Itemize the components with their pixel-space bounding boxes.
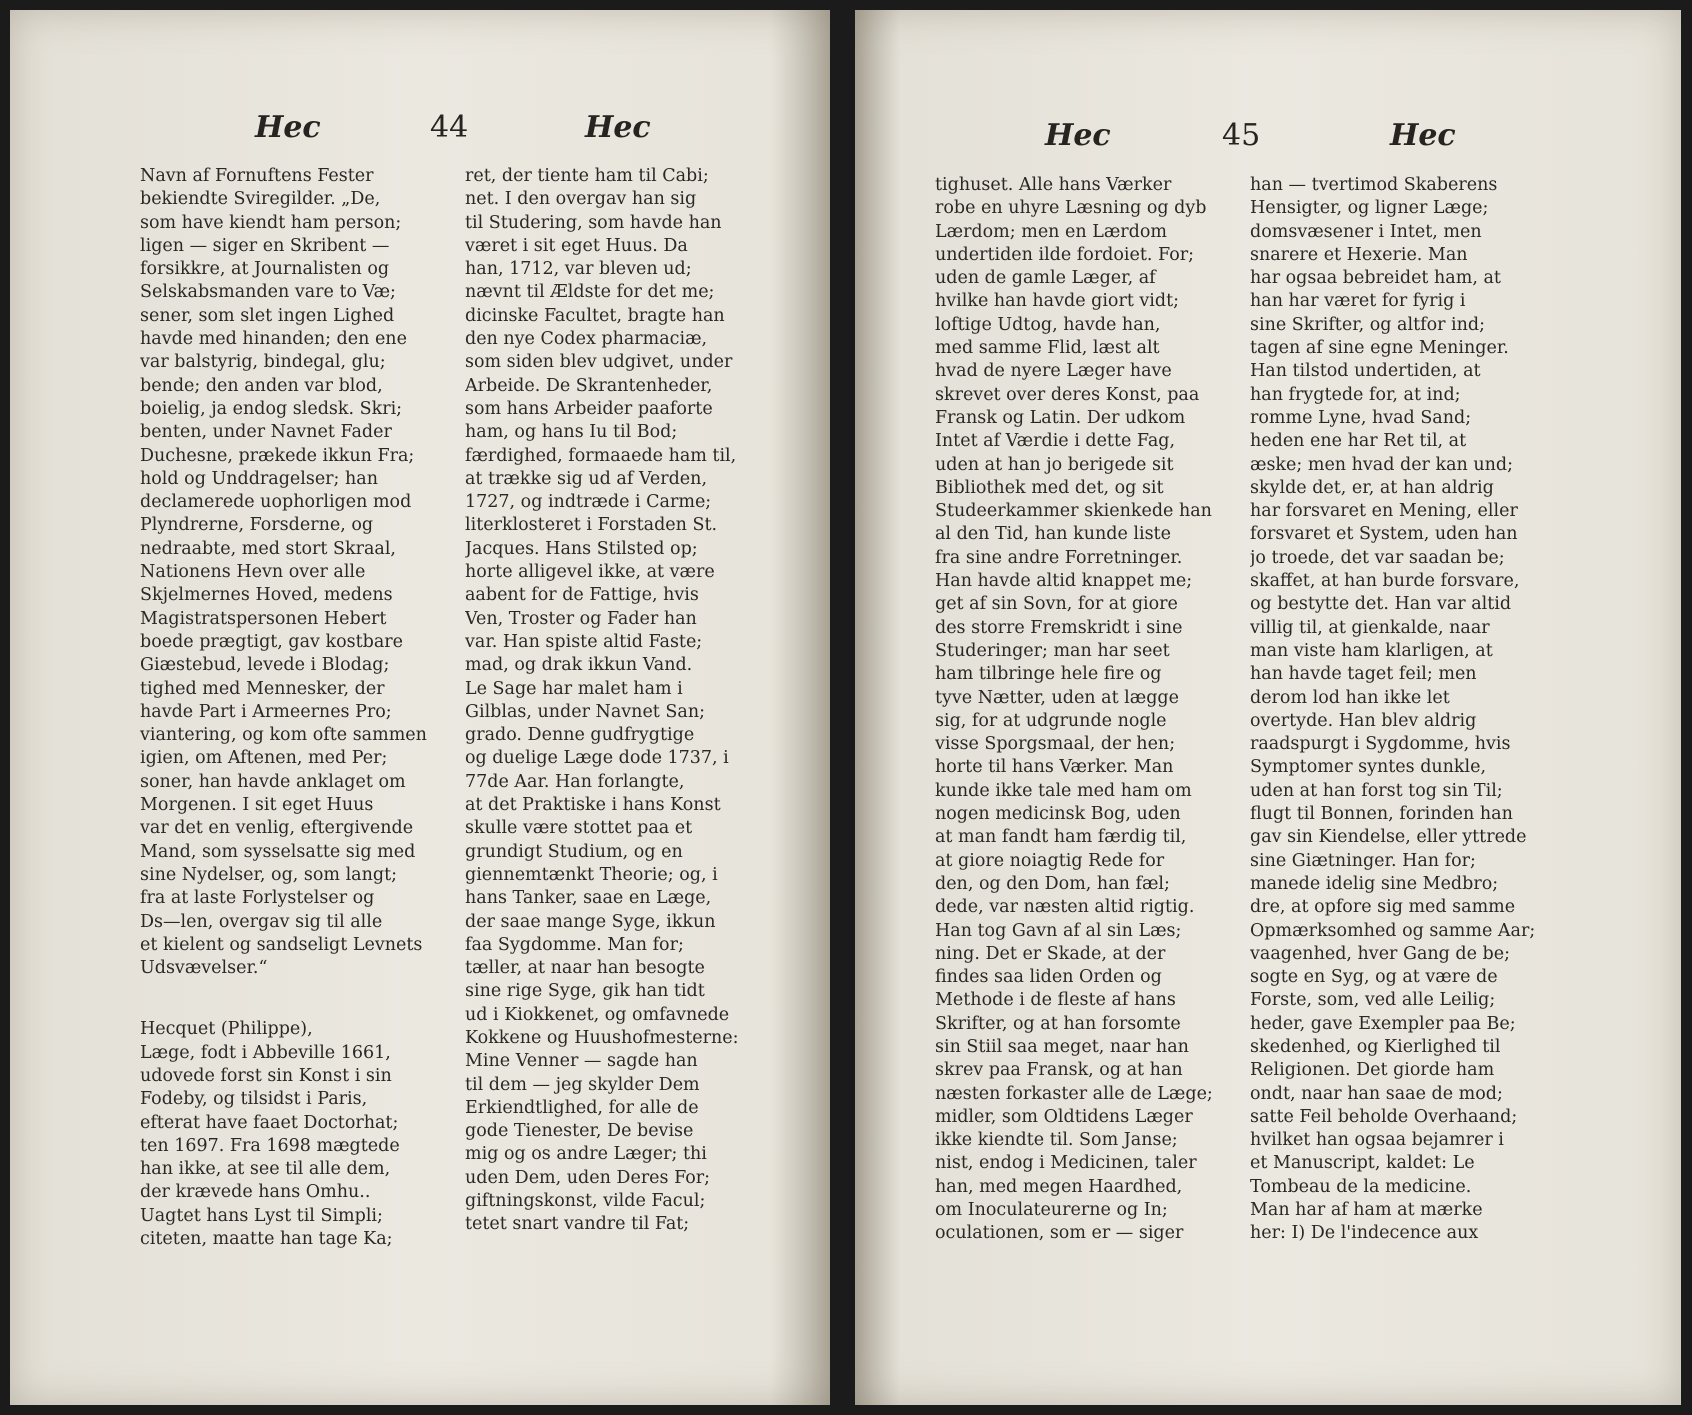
text-line: udovede forst sin Konst i sin [140,1065,392,1086]
text-line: fra sine andre Forretninger. [935,547,1183,568]
text-line: skrev paa Fransk, og at han [935,1060,1183,1081]
text-line: sener, som slet ingen Lighed [140,305,395,326]
text-line: et kielent og sandseligt Levnets [140,934,423,955]
left-header-word-right: Hec [585,110,651,145]
text-line: Forste, som, ved alle Leilig; [1250,990,1496,1011]
right-header-word-right: Hec [1390,118,1456,153]
text-line: Jacques. Hans Stilsted op; [465,538,698,559]
text-line: Duchesne, prækede ikkun Fra; [140,445,415,466]
text-line: sine Skrifter, og altfor ind; [1250,314,1486,335]
text-line: soner, han havde anklaget om [140,771,406,792]
text-line: Navn af Fornuftens Fester [140,166,374,186]
text-line: viantering, og kom ofte sammen [140,725,427,746]
text-line: færdighed, formaaede ham til, [465,445,737,466]
text-line: som hans Arbeider paaforte [465,398,713,419]
text-line: satte Feil beholde Overhaand; [1250,1106,1518,1127]
text-line: Studeerkammer skienkede han [935,501,1212,522]
text-line: al den Tid, han kunde liste [935,524,1171,545]
text-line: ondt, naar han saae de mod; [1250,1083,1503,1104]
text-line: Hecquet (Philippe), [140,1019,313,1040]
text-line: midler, som Oldtidens Læger [935,1106,1193,1127]
text-line: bekiendte Sviregilder. „De, [140,189,381,210]
text-line: Erkiendtlighed, for alle de [465,1097,699,1118]
right-page [855,10,1681,1405]
text-line: nævnt til Ældste for det me; [465,282,715,303]
text-line: til Studering, som havde han [465,212,722,233]
text-line: jo troede, det var saadan be; [1250,547,1505,568]
text-line: Fransk og Latin. Der udkom [935,407,1186,428]
text-line: hans Tanker, saae en Læge, [465,888,712,909]
text-line: Læge, fodt i Abbeville 1661, [140,1042,391,1063]
left-page-number: 44 [430,110,469,145]
text-line: Fodeby, og tilsidst i Paris, [140,1089,368,1110]
text-line: villig til, at gienkalde, naar [1250,617,1490,638]
text-line: tæller, at naar han besogte [465,958,705,979]
right-page-column-1 [935,174,1235,1246]
right-page-column-2 [1250,174,1560,1246]
text-line: manede idelig sine Medbro; [1250,873,1499,894]
text-line: findes saa liden Orden og [935,967,1162,988]
right-page-number: 45 [1222,118,1261,153]
text-line: Morgenen. I sit eget Huus [140,795,374,816]
text-line: sine Giætninger. Han for; [1250,850,1476,871]
text-line: med samme Flid, læst alt [935,338,1160,359]
text-line: at det Praktiske i hans Konst [465,795,721,816]
left-page-column-1 [140,165,430,1251]
text-line: den, og den Dom, han fæl; [935,873,1170,894]
text-line: gode Tienester, De bevise [465,1121,694,1142]
text-line: der krævede hans Omhu.. [140,1182,371,1203]
text-line: sig, for at udgrunde nogle [935,710,1167,731]
text-line: tighuset. Alle hans Værker [935,175,1172,195]
text-line: tighed med Mennesker, der [140,678,385,699]
text-line: Ds—len, overgav sig til alle [140,911,383,932]
text-line: Udsvævelser.“ [140,958,268,979]
text-line: var balstyrig, bindegal, glu; [140,352,386,373]
text-line: han, med megen Haardhed, [935,1176,1183,1197]
text-line: oculationen, som er — siger [935,1223,1184,1244]
text-line: æske; men hvad der kan und; [1250,454,1513,475]
text-line: nedraabte, med stort Skraal, [140,538,396,559]
text-line: ning. Det er Skade, at der [935,943,1166,964]
text-line: heden ene har Ret til, at [1250,431,1467,452]
text-line: nogen medicinsk Bog, uden [935,804,1181,825]
text-line: var. Han spiste altid Faste; [465,631,703,652]
text-line: horte alligevel ikke, at være [465,562,715,583]
text-line: som siden blev udgivet, under [465,352,733,373]
text-line: grundigt Studium, og en [465,841,683,862]
text-line: raadspurgt i Sygdomme, hvis [1250,734,1511,755]
text-line: net. I den overgav han sig [465,189,697,210]
text-line: snarere et Hexerie. Man [1250,244,1468,265]
text-line: næsten forkaster alle de Læge; [935,1083,1213,1104]
text-line: hvad de nyere Læger have [935,361,1172,382]
text-line: og bestytte det. Han var altid [1250,594,1512,615]
text-line: derom lod han ikke let [1250,687,1450,708]
text-line: Methode i de fleste af hans [935,990,1176,1011]
text-line: Han tog Gavn af al sin Læs; [935,920,1182,941]
text-line: sine rige Syge, gik han tidt [465,981,705,1002]
text-line: Arbeide. De Skrantenheder, [465,375,713,396]
text-line: boede prægtigt, gav kostbare [140,631,404,652]
text-line: ligen — siger en Skribent — [140,235,390,256]
text-line: Han havde altid knappet me; [935,571,1193,592]
text-line: horte til hans Værker. Man [935,757,1174,778]
text-line: hold og Unddragelser; han [140,468,378,489]
text-line: ten 1697. Fra 1698 mægtede [140,1135,400,1156]
text-line: boielig, ja endog sledsk. Skri; [140,398,403,419]
text-line: Le Sage har malet ham i [465,678,683,699]
text-line: Plyndrerne, Forsderne, og [140,515,374,536]
text-line: skrevet over deres Konst, paa [935,384,1200,405]
text-line: Man har af ham at mærke [1250,1200,1483,1221]
text-line: ham, og hans Iu til Bod; [465,422,678,443]
text-line: get af sin Sovn, for at giore [935,594,1178,615]
text-line: Kokkene og Huushofmesterne: [465,1027,739,1048]
text-line: overtyde. Han blev aldrig [1250,710,1477,731]
text-line: uden de gamle Læger, af [935,268,1156,289]
text-line: han frygtede for, at ind; [1250,384,1461,405]
text-line: Tombeau de la medicine. [1250,1176,1472,1197]
text-line: faa Sygdomme. Man for; [465,934,684,955]
text-line: sin Stiil saa meget, naar han [935,1036,1189,1057]
text-line: et Manuscript, kaldet: Le [1250,1153,1475,1174]
text-line: dicinske Facultet, bragte han [465,305,725,326]
text-line: Hensigter, og ligner Læge; [1250,198,1489,219]
text-line: dede, var næsten altid rigtig. [935,897,1195,918]
text-line: skedenhed, og Kierlighed til [1250,1036,1501,1057]
text-line: Mand, som sysselsatte sig med [140,841,416,862]
left-page-column-2 [465,165,775,1237]
text-line: han havde taget feil; men [1250,664,1477,685]
text-line: der saae mange Syge, ikkun [465,911,716,932]
text-line: Selskabsmanden vare to Væ; [140,282,396,303]
text-line: igien, om Aftenen, med Per; [140,748,388,769]
text-line: uden at han jo berigede sit [935,454,1174,475]
text-line: aabent for de Fattige, hvis [465,585,699,606]
text-line: ret, der tiente ham til Cabi; [465,166,709,186]
text-line: Han tilstod undertiden, at [1250,361,1481,382]
text-line: kunde ikke tale med ham om [935,780,1192,801]
text-line: skaffet, at han burde forsvare, [1250,571,1520,592]
text-line: des storre Fremskridt i sine [935,617,1183,638]
text-line: den nye Codex pharmaciæ, [465,329,708,350]
right-header-word-left: Hec [1045,118,1111,153]
text-line: giennemtænkt Theorie; og, i [465,864,718,885]
text-line [140,980,430,1018]
text-line: fra at laste Forlystelser og [140,888,375,909]
text-line: Magistratspersonen Hebert [140,608,387,629]
text-line: forsikkre, at Journalisten og [140,259,390,280]
text-line: hvilket han ogsaa bejamrer i [1250,1130,1504,1151]
text-line: uden Dem, uden Deres For; [465,1167,711,1188]
text-line: ikke kiendte til. Som Janse; [935,1130,1178,1151]
text-line: Religionen. Det giorde ham [1250,1060,1495,1081]
text-line: var det en venlig, eftergivende [140,818,414,839]
text-line: ud i Kiokkenet, og omfavnede [465,1004,730,1025]
text-line: Gilblas, under Navnet San; [465,701,705,722]
text-line: mig og os andre Læger; thi [465,1144,707,1165]
text-line: Nationens Hevn over alle [140,562,366,583]
text-line: Studeringer; man har seet [935,640,1170,661]
text-line: loftige Udtog, havde han, [935,314,1161,335]
text-line: Bibliothek med det, og sit [935,477,1164,498]
text-line: ham tilbringe hele fire og [935,664,1162,685]
text-line: citeten, maatte han tage Ka; [140,1229,393,1250]
text-line: sogte en Syg, og at være de [1250,967,1498,988]
text-line: undertiden ilde fordoiet. For; [935,244,1195,265]
text-line: dre, at opfore sig med samme [1250,897,1516,918]
text-line: mad, og drak ikkun Vand. [465,655,693,676]
text-line: Lærdom; men en Lærdom [935,221,1167,242]
text-line: flugt til Bonnen, forinden han [1250,804,1513,825]
text-line: Skrifter, og at han forsomte [935,1013,1181,1034]
text-line: Mine Venner — sagde han [465,1051,698,1072]
text-line: 1727, og indtræde i Carme; [465,492,712,513]
text-line: bende; den anden var blod, [140,375,383,396]
text-line: til dem — jeg skylder Dem [465,1074,700,1095]
text-line: Giæstebud, levede i Blodag; [140,655,390,676]
text-line: har ogsaa bebreidet ham, at [1250,268,1501,289]
text-line: Intet af Værdie i dette Fag, [935,431,1176,452]
text-line: Symptomer syntes dunkle, [1250,757,1487,778]
text-line: romme Lyne, hvad Sand; [1250,407,1472,428]
text-line: robe en uhyre Læsning og dyb [935,198,1207,219]
text-line: giftningskonst, vilde Facul; [465,1191,706,1212]
text-line: hvilke han havde giort vidt; [935,291,1180,312]
text-line: heder, gave Exempler paa Be; [1250,1013,1516,1034]
text-line: tyve Nætter, uden at lægge [935,687,1179,708]
text-line: gav sin Kiendelse, eller yttrede [1250,827,1527,848]
text-line: declamerede uophorligen mod [140,492,412,513]
text-line: han ikke, at see til alle dem, [140,1159,391,1180]
text-line: skylde det, er, at han aldrig [1250,477,1494,498]
text-line: Ven, Troster og Fader han [465,608,697,629]
text-line: havde Part i Armeernes Pro; [140,701,392,722]
text-line: Uagtet hans Lyst til Simpli; [140,1205,383,1226]
text-line: vaagenhed, hver Gang de be; [1250,943,1511,964]
text-line: tagen af sine egne Meninger. [1250,338,1509,359]
text-line: som have kiendt ham person; [140,212,402,233]
text-line: været i sit eget Huus. Da [465,235,688,256]
text-line: man viste ham klarligen, at [1250,640,1493,661]
text-line: uden at han forst tog sin Til; [1250,780,1503,801]
text-line: har forsvaret en Mening, eller [1250,501,1518,522]
text-line: at trække sig ud af Verden, [465,468,708,489]
text-line: han, 1712, var bleven ud; [465,259,692,280]
text-line: havde med hinanden; den ene [140,329,407,350]
text-line: 77de Aar. Han forlangte, [465,771,685,792]
text-line: han — tvertimod Skaberens [1250,175,1498,195]
left-header-word-left: Hec [255,110,321,145]
text-line: domsvæsener i Intet, men [1250,221,1482,242]
text-line: sine Nydelser, og, som langt; [140,864,397,885]
text-line: grado. Denne gudfrygtige [465,725,695,746]
text-line: visse Sporgsmaal, der hen; [935,734,1176,755]
text-line: Skjelmernes Hoved, medens [140,585,393,606]
text-line: han har været for fyrig i [1250,291,1466,312]
text-line: og duelige Læge dode 1737, i [465,748,729,769]
text-line: tetet snart vandre til Fat; [465,1214,690,1235]
text-line: skulle være stottet paa et [465,818,693,839]
text-line: her: I) De l'indecence aux [1250,1223,1479,1244]
text-line: efterat have faaet Doctorhat; [140,1112,399,1133]
text-line: at man fandt ham færdig til, [935,827,1187,848]
text-line: Opmærksomhed og samme Aar; [1250,920,1536,941]
text-line: forsvaret et System, uden han [1250,524,1518,545]
text-line: literklosteret i Forstaden St. [465,515,718,536]
text-line: om Inoculateurerne og In; [935,1200,1168,1221]
text-line: at giore noiagtig Rede for [935,850,1165,871]
text-line: benten, under Navnet Fader [140,422,392,443]
text-line: nist, endog i Medicinen, taler [935,1153,1197,1174]
left-page [10,10,830,1405]
